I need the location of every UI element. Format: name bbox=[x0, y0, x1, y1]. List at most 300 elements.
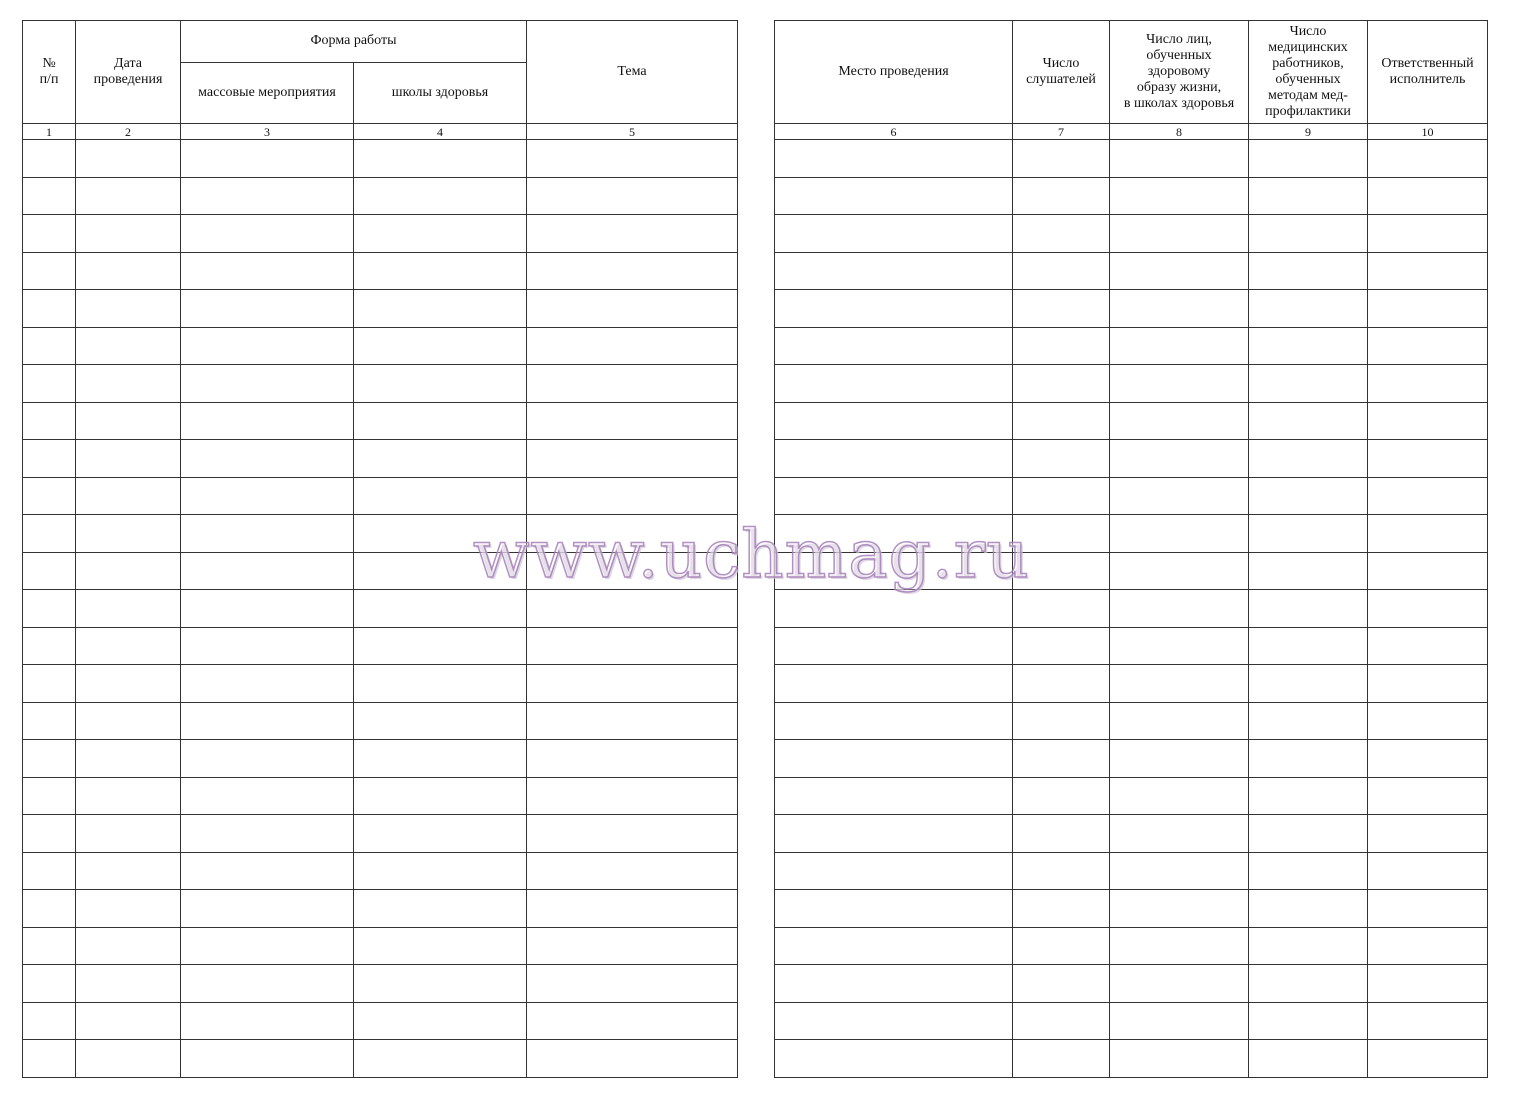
empty-cell[interactable] bbox=[775, 177, 1013, 215]
empty-cell[interactable] bbox=[181, 777, 354, 815]
empty-cell[interactable] bbox=[354, 627, 527, 665]
empty-cell[interactable] bbox=[181, 627, 354, 665]
table-row bbox=[775, 777, 1488, 815]
empty-cell[interactable] bbox=[775, 252, 1013, 290]
empty-cell[interactable] bbox=[1013, 740, 1110, 778]
empty-cell[interactable] bbox=[527, 852, 738, 890]
empty-cell[interactable] bbox=[1249, 252, 1368, 290]
empty-cell[interactable] bbox=[527, 477, 738, 515]
empty-cell[interactable] bbox=[1013, 927, 1110, 965]
empty-cell[interactable] bbox=[1013, 815, 1110, 853]
empty-cell[interactable] bbox=[775, 290, 1013, 328]
empty-cell[interactable] bbox=[181, 177, 354, 215]
empty-cell[interactable] bbox=[1368, 627, 1488, 665]
empty-cell[interactable] bbox=[1249, 815, 1368, 853]
empty-cell[interactable] bbox=[527, 140, 738, 178]
table-row bbox=[23, 815, 738, 853]
empty-cell[interactable] bbox=[76, 477, 181, 515]
empty-cell[interactable] bbox=[1368, 140, 1488, 178]
empty-cell[interactable] bbox=[1249, 740, 1368, 778]
empty-cell[interactable] bbox=[1368, 702, 1488, 740]
empty-cell[interactable] bbox=[1368, 440, 1488, 478]
empty-cell[interactable] bbox=[23, 590, 76, 628]
empty-cell[interactable] bbox=[1110, 252, 1249, 290]
empty-cell[interactable] bbox=[1368, 290, 1488, 328]
left-table bbox=[22, 20, 738, 1078]
empty-cell[interactable] bbox=[76, 177, 181, 215]
empty-cell[interactable] bbox=[1249, 777, 1368, 815]
empty-cell[interactable] bbox=[1110, 702, 1249, 740]
table-row bbox=[775, 665, 1488, 703]
empty-cell[interactable] bbox=[181, 515, 354, 553]
empty-cell[interactable] bbox=[1110, 515, 1249, 553]
empty-cell[interactable] bbox=[1110, 890, 1249, 928]
table-row bbox=[23, 177, 738, 215]
empty-cell[interactable] bbox=[1110, 815, 1249, 853]
empty-cell[interactable] bbox=[1013, 1040, 1110, 1078]
empty-cell[interactable] bbox=[1368, 1040, 1488, 1078]
empty-cell[interactable] bbox=[775, 1002, 1013, 1040]
empty-cell[interactable] bbox=[1013, 590, 1110, 628]
empty-cell[interactable] bbox=[1368, 927, 1488, 965]
empty-cell[interactable] bbox=[181, 890, 354, 928]
empty-cell[interactable] bbox=[1249, 1040, 1368, 1078]
empty-cell[interactable] bbox=[1249, 702, 1368, 740]
column-number: 1 bbox=[23, 124, 76, 140]
empty-cell[interactable] bbox=[76, 1002, 181, 1040]
empty-cell[interactable] bbox=[1013, 665, 1110, 703]
empty-cell[interactable] bbox=[775, 965, 1013, 1003]
empty-cell[interactable] bbox=[354, 702, 527, 740]
empty-cell[interactable] bbox=[775, 852, 1013, 890]
empty-cell[interactable] bbox=[1249, 627, 1368, 665]
empty-cell[interactable] bbox=[23, 402, 76, 440]
empty-cell[interactable] bbox=[1013, 890, 1110, 928]
table-row bbox=[775, 702, 1488, 740]
empty-cell[interactable] bbox=[775, 777, 1013, 815]
empty-cell[interactable] bbox=[775, 665, 1013, 703]
empty-cell[interactable] bbox=[775, 440, 1013, 478]
empty-cell[interactable] bbox=[23, 852, 76, 890]
empty-cell[interactable] bbox=[354, 852, 527, 890]
empty-cell[interactable] bbox=[527, 627, 738, 665]
table-row bbox=[23, 740, 738, 778]
empty-cell[interactable] bbox=[76, 290, 181, 328]
empty-cell[interactable] bbox=[1013, 627, 1110, 665]
table-row bbox=[23, 515, 738, 553]
empty-cell[interactable] bbox=[1249, 590, 1368, 628]
empty-cell[interactable] bbox=[1368, 552, 1488, 590]
empty-cell[interactable] bbox=[1013, 965, 1110, 1003]
empty-cell[interactable] bbox=[527, 177, 738, 215]
table-row bbox=[23, 1002, 738, 1040]
empty-cell[interactable] bbox=[1249, 890, 1368, 928]
empty-cell[interactable] bbox=[1368, 965, 1488, 1003]
empty-cell[interactable] bbox=[354, 1002, 527, 1040]
empty-cell[interactable] bbox=[354, 1040, 527, 1078]
empty-cell[interactable] bbox=[1368, 477, 1488, 515]
empty-cell[interactable] bbox=[1013, 402, 1110, 440]
empty-cell[interactable] bbox=[527, 402, 738, 440]
empty-cell[interactable] bbox=[1249, 177, 1368, 215]
empty-cell[interactable] bbox=[354, 965, 527, 1003]
table-row bbox=[23, 852, 738, 890]
empty-cell[interactable] bbox=[354, 140, 527, 178]
empty-cell[interactable] bbox=[527, 590, 738, 628]
empty-cell[interactable] bbox=[1249, 327, 1368, 365]
empty-cell[interactable] bbox=[1110, 177, 1249, 215]
empty-cell[interactable] bbox=[23, 140, 76, 178]
empty-cell[interactable] bbox=[527, 777, 738, 815]
empty-cell[interactable] bbox=[1249, 515, 1368, 553]
table-row bbox=[775, 440, 1488, 478]
table-row bbox=[775, 740, 1488, 778]
column-number: 7 bbox=[1013, 124, 1110, 140]
empty-cell[interactable] bbox=[1013, 1002, 1110, 1040]
empty-cell[interactable] bbox=[181, 215, 354, 253]
empty-cell[interactable] bbox=[527, 740, 738, 778]
empty-cell[interactable] bbox=[76, 590, 181, 628]
empty-cell[interactable] bbox=[1110, 1040, 1249, 1078]
empty-cell[interactable] bbox=[1368, 327, 1488, 365]
table-row bbox=[23, 290, 738, 328]
empty-cell[interactable] bbox=[775, 815, 1013, 853]
empty-cell[interactable] bbox=[23, 440, 76, 478]
empty-cell[interactable] bbox=[354, 440, 527, 478]
table-row bbox=[775, 815, 1488, 853]
empty-cell[interactable] bbox=[527, 665, 738, 703]
empty-cell[interactable] bbox=[1249, 402, 1368, 440]
table-row bbox=[23, 665, 738, 703]
empty-cell[interactable] bbox=[181, 740, 354, 778]
column-number: 10 bbox=[1368, 124, 1488, 140]
empty-cell[interactable] bbox=[23, 740, 76, 778]
empty-cell[interactable] bbox=[1368, 890, 1488, 928]
empty-cell[interactable] bbox=[76, 965, 181, 1003]
empty-cell[interactable] bbox=[23, 327, 76, 365]
table-row bbox=[775, 552, 1488, 590]
empty-cell[interactable] bbox=[1249, 440, 1368, 478]
empty-cell[interactable] bbox=[181, 1040, 354, 1078]
empty-cell[interactable] bbox=[23, 1002, 76, 1040]
empty-cell[interactable] bbox=[775, 890, 1013, 928]
empty-cell[interactable] bbox=[1249, 290, 1368, 328]
empty-cell[interactable] bbox=[775, 327, 1013, 365]
empty-cell[interactable] bbox=[181, 365, 354, 403]
empty-cell[interactable] bbox=[1013, 290, 1110, 328]
empty-cell[interactable] bbox=[775, 365, 1013, 403]
empty-cell[interactable] bbox=[1110, 852, 1249, 890]
header-number: № п/п bbox=[23, 21, 76, 124]
empty-cell[interactable] bbox=[23, 252, 76, 290]
table-row bbox=[775, 1002, 1488, 1040]
empty-cell[interactable] bbox=[527, 552, 738, 590]
table-row bbox=[23, 927, 738, 965]
empty-cell[interactable] bbox=[1013, 777, 1110, 815]
empty-cell[interactable] bbox=[1110, 290, 1249, 328]
empty-cell[interactable] bbox=[1249, 215, 1368, 253]
empty-cell[interactable] bbox=[76, 440, 181, 478]
table-row bbox=[23, 402, 738, 440]
empty-cell[interactable] bbox=[354, 890, 527, 928]
empty-cell[interactable] bbox=[1368, 177, 1488, 215]
table-row bbox=[775, 365, 1488, 403]
empty-cell[interactable] bbox=[1013, 327, 1110, 365]
header-trained-people: Число лиц, обученных здоровому образу жизни, в школах здоровья bbox=[1110, 21, 1249, 124]
table-row bbox=[23, 252, 738, 290]
empty-cell[interactable] bbox=[1013, 852, 1110, 890]
empty-cell[interactable] bbox=[1249, 927, 1368, 965]
empty-cell[interactable] bbox=[527, 365, 738, 403]
empty-cell[interactable] bbox=[1110, 927, 1249, 965]
empty-cell[interactable] bbox=[1013, 177, 1110, 215]
empty-cell[interactable] bbox=[23, 1040, 76, 1078]
empty-cell[interactable] bbox=[181, 852, 354, 890]
empty-cell[interactable] bbox=[1368, 665, 1488, 703]
empty-cell[interactable] bbox=[1110, 740, 1249, 778]
empty-cell[interactable] bbox=[1110, 477, 1249, 515]
empty-cell[interactable] bbox=[1110, 1002, 1249, 1040]
empty-cell[interactable] bbox=[1110, 590, 1249, 628]
empty-cell[interactable] bbox=[23, 927, 76, 965]
table-row bbox=[775, 590, 1488, 628]
empty-cell[interactable] bbox=[23, 890, 76, 928]
empty-cell[interactable] bbox=[1110, 627, 1249, 665]
empty-cell[interactable] bbox=[1249, 965, 1368, 1003]
empty-cell[interactable] bbox=[775, 702, 1013, 740]
empty-cell[interactable] bbox=[23, 177, 76, 215]
empty-cell[interactable] bbox=[1110, 965, 1249, 1003]
empty-cell[interactable] bbox=[23, 702, 76, 740]
empty-cell[interactable] bbox=[354, 365, 527, 403]
empty-cell[interactable] bbox=[1368, 777, 1488, 815]
column-number: 4 bbox=[354, 124, 527, 140]
empty-cell[interactable] bbox=[354, 177, 527, 215]
empty-cell[interactable] bbox=[181, 552, 354, 590]
empty-cell[interactable] bbox=[775, 927, 1013, 965]
empty-cell[interactable] bbox=[354, 327, 527, 365]
header-row bbox=[775, 21, 1488, 124]
empty-cell[interactable] bbox=[527, 440, 738, 478]
empty-cell[interactable] bbox=[354, 290, 527, 328]
empty-cell[interactable] bbox=[1249, 365, 1368, 403]
empty-cell[interactable] bbox=[1110, 327, 1249, 365]
empty-cell[interactable] bbox=[181, 440, 354, 478]
empty-cell[interactable] bbox=[527, 515, 738, 553]
empty-cell[interactable] bbox=[354, 927, 527, 965]
empty-cell[interactable] bbox=[76, 927, 181, 965]
empty-cell[interactable] bbox=[181, 327, 354, 365]
column-number-row bbox=[23, 124, 738, 140]
empty-cell[interactable] bbox=[354, 590, 527, 628]
empty-cell[interactable] bbox=[775, 1040, 1013, 1078]
empty-cell[interactable] bbox=[76, 852, 181, 890]
empty-cell[interactable] bbox=[181, 140, 354, 178]
column-number: 9 bbox=[1249, 124, 1368, 140]
header-place: Место проведения bbox=[775, 21, 1013, 124]
empty-cell[interactable] bbox=[76, 402, 181, 440]
empty-cell[interactable] bbox=[181, 702, 354, 740]
empty-cell[interactable] bbox=[775, 402, 1013, 440]
empty-cell[interactable] bbox=[76, 890, 181, 928]
empty-cell[interactable] bbox=[354, 252, 527, 290]
empty-cell[interactable] bbox=[23, 552, 76, 590]
empty-cell[interactable] bbox=[1249, 665, 1368, 703]
empty-cell[interactable] bbox=[1013, 365, 1110, 403]
empty-cell[interactable] bbox=[775, 140, 1013, 178]
table-row bbox=[23, 477, 738, 515]
table-row bbox=[775, 627, 1488, 665]
empty-cell[interactable] bbox=[1013, 552, 1110, 590]
empty-cell[interactable] bbox=[1368, 852, 1488, 890]
empty-cell[interactable] bbox=[181, 477, 354, 515]
empty-cell[interactable] bbox=[1110, 402, 1249, 440]
empty-cell[interactable] bbox=[1110, 440, 1249, 478]
empty-cell[interactable] bbox=[775, 627, 1013, 665]
empty-cell[interactable] bbox=[527, 215, 738, 253]
empty-cell[interactable] bbox=[1368, 215, 1488, 253]
column-number: 2 bbox=[76, 124, 181, 140]
empty-cell[interactable] bbox=[23, 965, 76, 1003]
empty-cell[interactable] bbox=[1249, 1002, 1368, 1040]
empty-cell[interactable] bbox=[1368, 1002, 1488, 1040]
empty-cell[interactable] bbox=[1110, 215, 1249, 253]
empty-cell[interactable] bbox=[527, 252, 738, 290]
empty-cell[interactable] bbox=[1110, 140, 1249, 178]
empty-cell[interactable] bbox=[354, 740, 527, 778]
empty-cell[interactable] bbox=[1249, 477, 1368, 515]
empty-cell[interactable] bbox=[1249, 140, 1368, 178]
empty-cell[interactable] bbox=[76, 1040, 181, 1078]
empty-cell[interactable] bbox=[354, 815, 527, 853]
table-row bbox=[775, 140, 1488, 178]
empty-cell[interactable] bbox=[1013, 140, 1110, 178]
empty-cell[interactable] bbox=[76, 702, 181, 740]
empty-cell[interactable] bbox=[354, 215, 527, 253]
table-row bbox=[23, 627, 738, 665]
empty-cell[interactable] bbox=[527, 890, 738, 928]
empty-cell[interactable] bbox=[76, 777, 181, 815]
empty-cell[interactable] bbox=[1249, 852, 1368, 890]
empty-cell[interactable] bbox=[23, 477, 76, 515]
empty-cell[interactable] bbox=[1368, 365, 1488, 403]
empty-cell[interactable] bbox=[354, 665, 527, 703]
table-row bbox=[775, 477, 1488, 515]
empty-cell[interactable] bbox=[527, 1040, 738, 1078]
empty-cell[interactable] bbox=[1368, 590, 1488, 628]
empty-cell[interactable] bbox=[1013, 477, 1110, 515]
empty-cell[interactable] bbox=[1110, 665, 1249, 703]
empty-cell[interactable] bbox=[76, 627, 181, 665]
empty-cell[interactable] bbox=[354, 477, 527, 515]
empty-cell[interactable] bbox=[181, 590, 354, 628]
empty-cell[interactable] bbox=[354, 552, 527, 590]
empty-cell[interactable] bbox=[23, 627, 76, 665]
empty-cell[interactable] bbox=[76, 665, 181, 703]
empty-cell[interactable] bbox=[181, 1002, 354, 1040]
table-row bbox=[775, 402, 1488, 440]
empty-cell[interactable] bbox=[1110, 777, 1249, 815]
empty-cell[interactable] bbox=[23, 290, 76, 328]
empty-cell[interactable] bbox=[1013, 515, 1110, 553]
empty-cell[interactable] bbox=[1368, 740, 1488, 778]
empty-cell[interactable] bbox=[1368, 515, 1488, 553]
empty-cell[interactable] bbox=[23, 215, 76, 253]
empty-cell[interactable] bbox=[76, 515, 181, 553]
empty-cell[interactable] bbox=[76, 365, 181, 403]
empty-cell[interactable] bbox=[181, 927, 354, 965]
table-row bbox=[775, 215, 1488, 253]
empty-cell[interactable] bbox=[527, 965, 738, 1003]
empty-cell[interactable] bbox=[1013, 215, 1110, 253]
empty-cell[interactable] bbox=[775, 477, 1013, 515]
empty-cell[interactable] bbox=[181, 290, 354, 328]
empty-cell[interactable] bbox=[354, 402, 527, 440]
empty-cell[interactable] bbox=[775, 590, 1013, 628]
empty-cell[interactable] bbox=[775, 215, 1013, 253]
empty-cell[interactable] bbox=[181, 665, 354, 703]
table-row bbox=[23, 365, 738, 403]
empty-cell[interactable] bbox=[76, 215, 181, 253]
empty-cell[interactable] bbox=[181, 815, 354, 853]
empty-cell[interactable] bbox=[76, 815, 181, 853]
empty-cell[interactable] bbox=[1249, 552, 1368, 590]
empty-cell[interactable] bbox=[181, 402, 354, 440]
empty-cell[interactable] bbox=[23, 815, 76, 853]
empty-cell[interactable] bbox=[76, 552, 181, 590]
empty-cell[interactable] bbox=[527, 702, 738, 740]
column-number: 6 bbox=[775, 124, 1013, 140]
empty-cell[interactable] bbox=[23, 665, 76, 703]
empty-cell[interactable] bbox=[76, 740, 181, 778]
table-row bbox=[775, 965, 1488, 1003]
empty-cell[interactable] bbox=[1013, 252, 1110, 290]
empty-cell[interactable] bbox=[527, 815, 738, 853]
empty-cell[interactable] bbox=[775, 515, 1013, 553]
empty-cell[interactable] bbox=[527, 1002, 738, 1040]
empty-cell[interactable] bbox=[1013, 702, 1110, 740]
table-row bbox=[775, 327, 1488, 365]
table-row bbox=[23, 890, 738, 928]
empty-cell[interactable] bbox=[181, 965, 354, 1003]
empty-cell[interactable] bbox=[1013, 440, 1110, 478]
empty-cell[interactable] bbox=[76, 140, 181, 178]
empty-cell[interactable] bbox=[23, 365, 76, 403]
empty-cell[interactable] bbox=[354, 515, 527, 553]
empty-cell[interactable] bbox=[775, 740, 1013, 778]
empty-cell[interactable] bbox=[354, 777, 527, 815]
table-row bbox=[775, 290, 1488, 328]
empty-cell[interactable] bbox=[23, 515, 76, 553]
empty-cell[interactable] bbox=[1368, 252, 1488, 290]
watermark: www.uchmag.ru bbox=[473, 516, 1030, 593]
empty-cell[interactable] bbox=[76, 252, 181, 290]
left-page bbox=[22, 20, 737, 1078]
empty-cell[interactable] bbox=[527, 927, 738, 965]
empty-cell[interactable] bbox=[23, 777, 76, 815]
empty-cell[interactable] bbox=[775, 552, 1013, 590]
empty-cell[interactable] bbox=[1110, 365, 1249, 403]
empty-cell[interactable] bbox=[1368, 402, 1488, 440]
empty-cell[interactable] bbox=[76, 327, 181, 365]
empty-cell[interactable] bbox=[527, 290, 738, 328]
empty-cell[interactable] bbox=[527, 327, 738, 365]
empty-cell[interactable] bbox=[1110, 552, 1249, 590]
empty-cell[interactable] bbox=[1368, 815, 1488, 853]
table-row bbox=[775, 852, 1488, 890]
empty-cell[interactable] bbox=[181, 252, 354, 290]
header-listeners: Число слушателей bbox=[1013, 21, 1110, 124]
